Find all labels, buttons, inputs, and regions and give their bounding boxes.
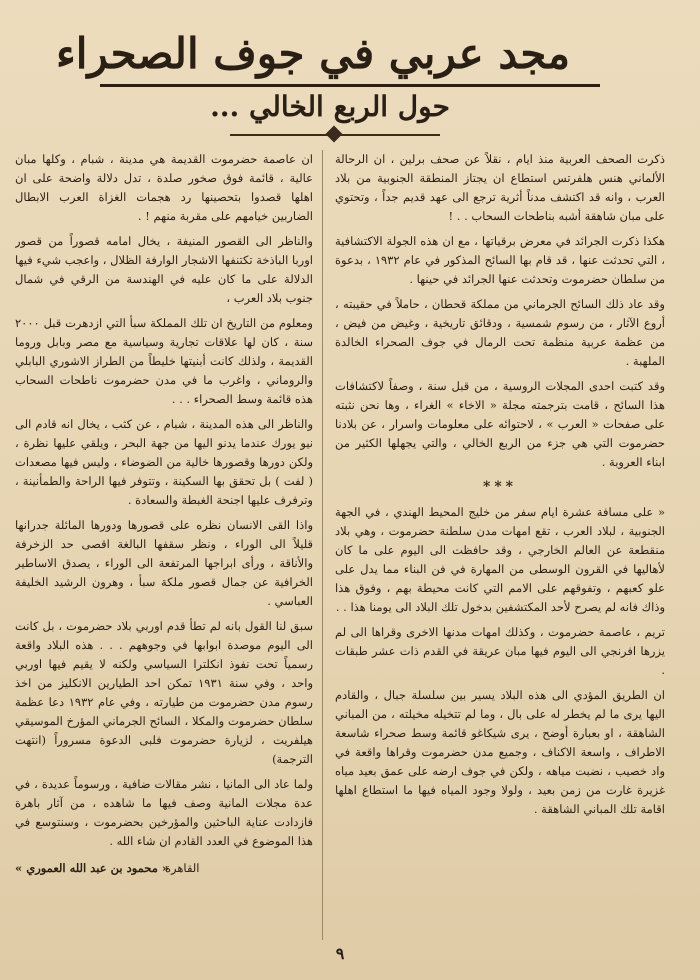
article-title: مجد عربي في جوف الصحراء xyxy=(56,29,570,78)
paragraph: والناظر الى هذه المدينة ، شبام ، عن كثب ، يخال انه قادم الى نيو يورك عندما يدنو اليها من جهة البحر ، ويلقي عليها نظرة ، ولكن دورها وقصورها خالية من الضوضاء ، وليس فيها مصعدات ( لفت ) بل تحقق بها السكينة ، وتتوفر فيها الراحة والطمأنينة ، وترفرف عليها اجنحة الغبطة والسعادة . xyxy=(15,417,313,507)
paragraph: والناظر الى القصور المنيفة ، يخال امامه قصوراً من قصور اوربا الباذخة تكتنفها الاشجار الوارفة الظلال ، واعجب شيء فيها الدلالة على ما كان عليه في الهندسة من الرقي في شمال جنوب بلاد العرب ، xyxy=(15,234,313,305)
page-number: ٩ xyxy=(335,944,345,963)
paragraph: تريم ، عاصمة حضرموت ، وكذلك امهات مدنها الاخرى وقراها الى لم يزرها افرنجي الى اليوم فيها مبان عريقة في القدم ذات عشر طبقات . xyxy=(335,625,665,677)
paragraph: ذكرت الصحف العربية منذ ايام ، نقلاً عن صحف برلين ، ان الرحالة الألماني هنس هلفرتس استطاع ان يجتاز المنطقة الجنوبية من بلاد العرب ، وانه قد اكتشف مدناً أثرية ترجع الى عهد قديم جداً ، وتحتوي على مبان شاهقة أشبه بناطحات السحاب . . ! xyxy=(335,152,665,223)
paragraph: سبق لنا القول بانه لم تطأ قدم اوربي بلاد حضرموت ، بل كانت الى اليوم موصدة ابوابها في وجوههم . . . هذه البلاد واقعة رسمياً تحت نفوذ انكلترا السياسي ولكنه لا يقيم فيها اوربي واحد ، وفي سنة ١٩٣١ تمكن احد الطيارين الانكليز من اخذ رسوم مدن حضرموت من طيارته ، وفي عام ١٩٣٢ دعا عظمة سلطان حضرموت والمكلا ، السائح الجرماني المؤرخ الموسيقي هيلفريت ، لزيارة حضرموت فلبى الدعوة مسروراً (انتهت الترجمة) xyxy=(15,619,313,766)
paragraph: واذا القى الانسان نظره على قصورها ودورها المائلة جدرانها قليلاً الى الوراء ، ونظر سقفها البالغة اقصى حد الزخرفة والأناقة ، ورأى ابراجها المرتفعة الى الوراء ، يصدق الاساطير الخرافية عن جمال قصور ملكة سبأ ، وهرون الرشيد الخليفة العباسي . xyxy=(15,518,313,608)
paragraph: « على مسافة عشرة ايام سفر من خليج المحيط الهندي ، في الجهة الجنوبية ، لبلاد العرب ، تقع امهات مدن سلطنة حضرموت ، وهي بلاد منقطعة عن العالم الخارجي ، وقد حافظت الى اليوم على ما كان لأهاليها في القرون الوسطى من المهارة في فن البناء مما يدل على علو كعبهم ، وتفوقهم على الامم التي كانت محيطة بهم ، وفوق هذا وذاك فانه لم يصرح لأحد المكتشفين بدخول تلك البلاد الى يومنا هذا . . xyxy=(335,505,665,614)
paragraph: ان عاصمة حضرموت القديمة هي مدينة ، شبام ، وكلها مبان عالية ، قائمة فوق صخور صلدة ، تدل دلالة واضحة على ان اهلها قصدوا بتحصينها رد هجمات الغزاة العرب الابطال الضاربين خيامهم على مقربة منهم ! . xyxy=(15,152,313,223)
right-column xyxy=(335,150,665,940)
ornament-diamond-icon xyxy=(326,126,343,143)
paragraph: وقد كتبت احدى المجلات الروسية ، من قبل سنة ، وصفاً لاكتشافات هذا السائح ، قامت بترجمته مجلة « الاخاء » الغراء ، وها نحن نثبته على صفحات « العرب » ، لاحتوائه على معلومات واسرار ، عن بلادنا حضرموت التي هي جزء من الربع الخالي ، والتي يجهلها الكثير من ابناء العروبة . xyxy=(335,379,665,469)
author-city: القاهرة xyxy=(165,861,200,875)
author-signature: « محمود بن عبد الله العموري » xyxy=(15,861,170,875)
paragraph: ولما عاد الى المانيا ، نشر مقالات ضافية ، ورسوماً عديدة ، في عدة مجلات المانية وصف فيها ما شاهده ، من آثار باهرة فازدادت عناية الباحثين والمؤرخين بحضرموت ، وسنتوسع في هذا الموضوع في العدد القادم ان شاء الله . xyxy=(15,777,313,848)
column-divider xyxy=(322,150,323,940)
article-subtitle: حول الربع الخالي ... xyxy=(210,90,450,123)
paragraph: وقد عاد ذلك السائح الجرماني من مملكة قحطان ، حاملاً في حقيبته ، أروع الآثار ، من رسوم شمسية ، ودقائق تاريخية ، وغيض من فيض ، من عظمة عربية منظمة تحت الرمال في جوف الصحراء الخالدة الملهبة . xyxy=(335,297,665,368)
paragraph: هكذا ذكرت الجرائد في معرض برقياتها ، مع ان هذه الجولة الاكتشافية ، التي تحدثت عنها ، قد قام بها السائح المذكور في عام ١٩٣٢ ، بدعوة من سلطان حضرموت وتحدثت عنها الجرائد في حينها . xyxy=(335,234,665,286)
article-header xyxy=(0,0,700,150)
paragraph: ان الطريق المؤدي الى هذه البلاد يسير بين سلسلة جبال ، والقادم اليها يرى ما لم يخطر له على بال ، وما لم تتخيله مخيلته ، من المباني الشاهقة ، او بعبارة أوضح ، يرى شيكاغو قائمة وسط صحراء شاسعة الاطراف ، واسعة الاكناف ، وجميع مدن حضرموت وقراها واقعة في واد خصيب ، نضبت مياهه ، ولكن في جوف ارضه على عمق بعيد مياه غزيرة غارت من زمن بعيد ، ولولا وجود المياه فيها ما استطاع اهلها اقامة تلك المباني الشاهقة . xyxy=(335,688,665,816)
left-column xyxy=(15,150,313,940)
section-separator: *** xyxy=(483,479,517,495)
ornament-divider xyxy=(230,128,440,142)
signoff xyxy=(15,859,313,881)
paragraph: ومعلوم من التاريخ ان تلك المملكة سبأ التي ازدهرت قبل ٢٠٠٠ سنة ، كان لها علاقات تجارية وسياسية مع مصر وبابل وروما القديمة ، ولذلك كانت أبنيتها خليطاً من الطراز الاشوري البابلي والروماني ، واغرب ما في مدن حضرموت ناطحات السحاب هذه قائمة وسط الصحراء . . . xyxy=(15,316,313,406)
